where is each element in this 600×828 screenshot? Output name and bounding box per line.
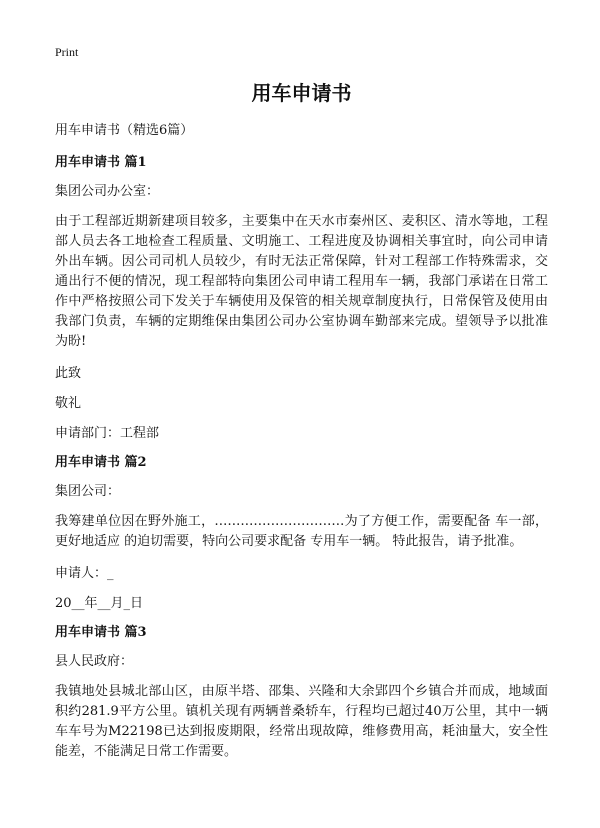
section-heading-2: 用车申请书 篇2 [55, 455, 147, 470]
document-title: 用车申请书 [251, 81, 352, 105]
closing-jingli: 敬礼 [55, 396, 82, 411]
salutation-2: 集团公司： [55, 484, 121, 499]
body-paragraph-2: 我筹建单位因在野外施工，…………………………为了方便工作，需要配备 车一部，更好地适应 的迫切需要，特向公司要求配备 专用车一辆。 特此报告，请予批准。 [55, 514, 548, 549]
body-paragraph-1: 由于工程部近期新建项目较多，主要集中在天水市秦州区、麦积区、清水等地，工程部人员去各工地检查工程质量、文明施工、工程进度及协调相关事宜时，向公司申请外出车辆。因公司司机人员较少，有时无法正常保障，针对工程部工作特殊需求，交通出行不便的情况，现工程部特向集团公司申请工程用车一辆，我部门承诺在日常工作中严格按照公司下发关于车辆使用及保管的相关规章制度执行，日常保管及使用由我部门负责，车辆的定期维保由集团公司办公室协调车勤部来完成。望领导予以批准为盼! [55, 214, 548, 349]
print-link[interactable]: Print [55, 45, 79, 59]
section-heading-1: 用车申请书 篇1 [55, 155, 147, 170]
applicant-line: 申请人：_ [55, 566, 114, 581]
document-subtitle: 用车申请书（精选6篇） [55, 123, 194, 138]
salutation-3: 县人民政府： [55, 654, 134, 669]
section-heading-3: 用车申请书 篇3 [55, 625, 147, 640]
date-line: 20__年__月_日 [55, 596, 144, 611]
salutation-1: 集团公司办公室： [55, 184, 160, 199]
body-paragraph-3: 我镇地处县城北部山区，由原半塔、邵集、兴隆和大余郢四个乡镇合并而成，地域面积约281.9平方公里。镇机关现有两辆普桑轿车，行程均已超过40万公里，其中一辆车车号为M22198已达到报废期限，经常出现故障，维修费用高，耗油量大，安全性能差，不能满足日常工作需要。 [55, 684, 548, 759]
closing-cizhi: 此致 [55, 366, 82, 381]
applicant-department: 申请部门：工程部 [55, 426, 160, 441]
